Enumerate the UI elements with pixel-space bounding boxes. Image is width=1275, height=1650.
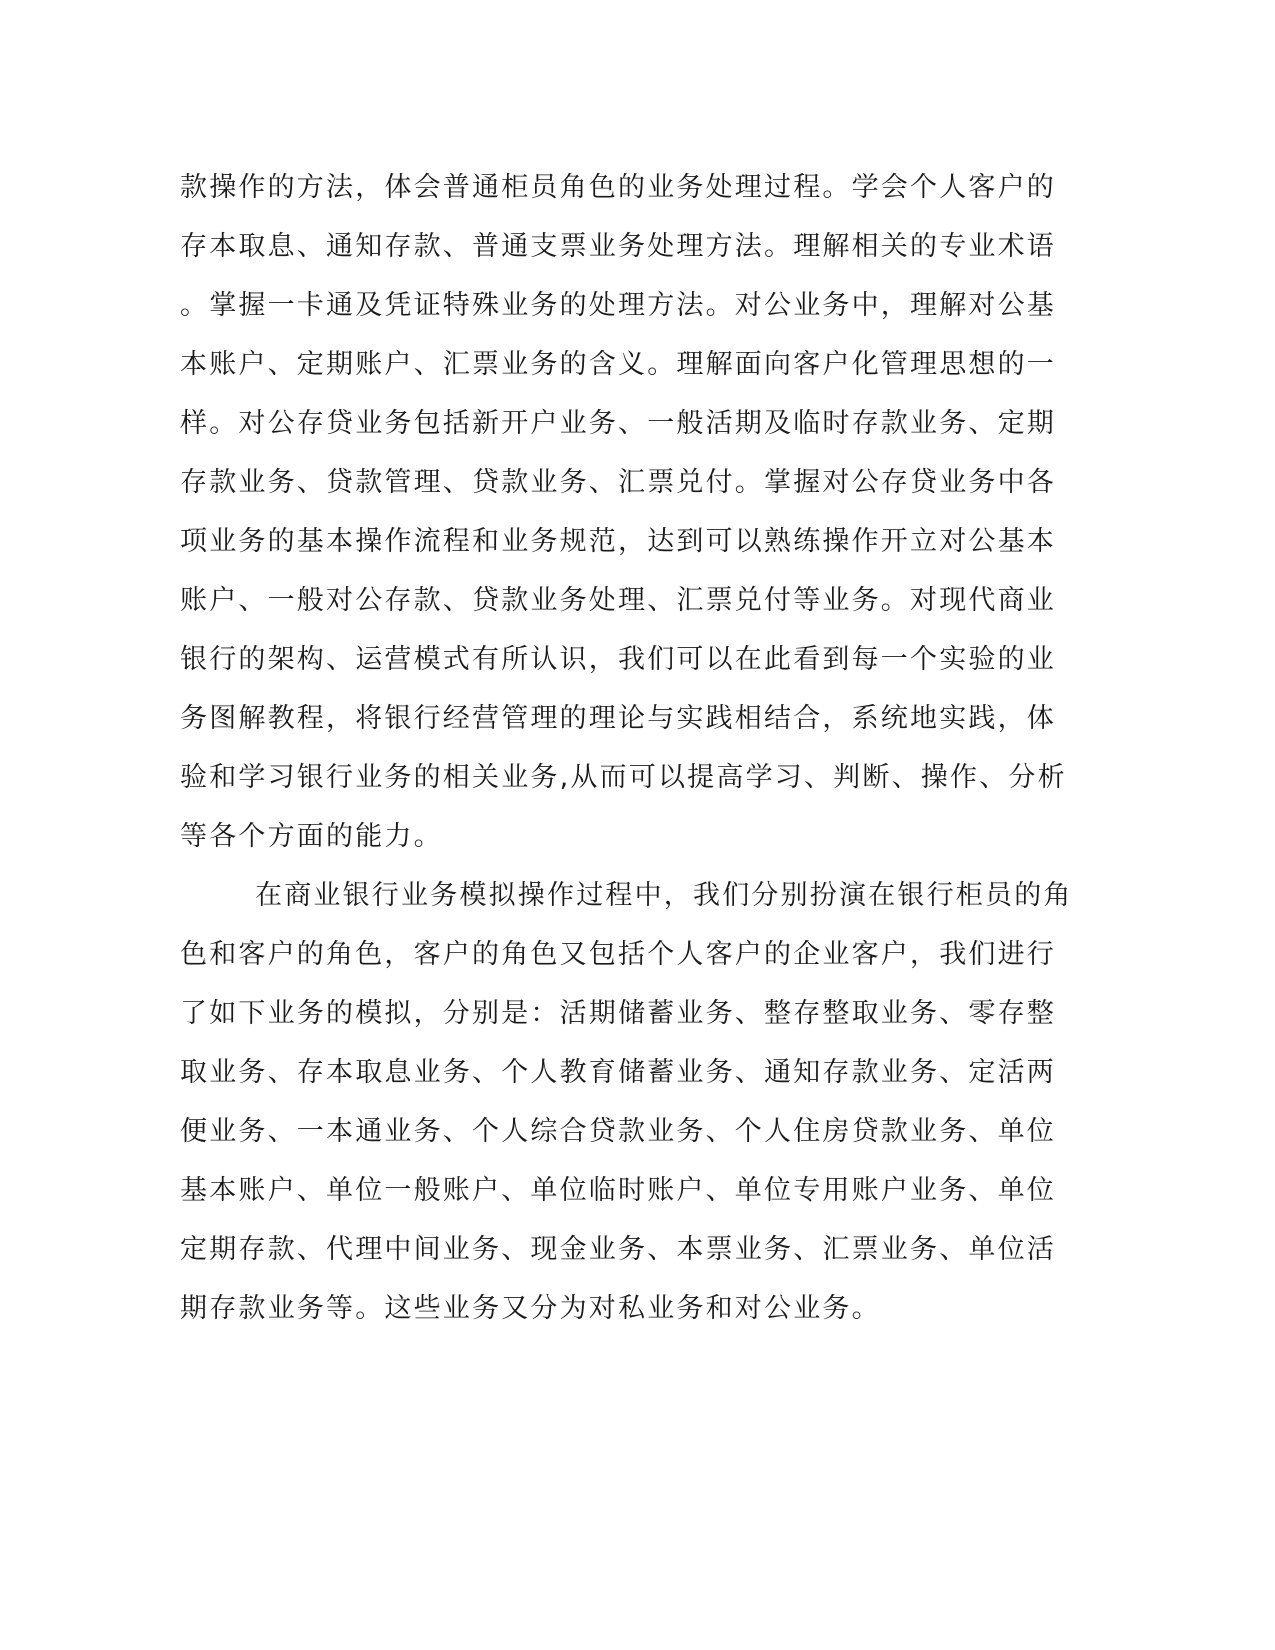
paragraph-line: 账户、一般对公存款、贷款业务处理、汇票兑付等业务。对现代商业 xyxy=(180,585,1056,616)
paragraph-line: 期存款业务等。这些业务又分为对私业务和对公业务。 xyxy=(180,1293,881,1324)
paragraph-line: 样。对公存贷业务包括新开户业务、一般活期及临时存款业务、定期 xyxy=(180,408,1056,439)
paragraph-line: 款操作的方法，体会普通柜员角色的业务处理过程。学会个人客户的 xyxy=(180,172,1056,203)
paragraph-line: 色和客户的角色，客户的角色又包括个人客户的企业客户，我们进行 xyxy=(180,939,1056,970)
paragraph-2 xyxy=(180,866,1073,1338)
paragraph-line: 存本取息、通知存款、普通支票业务处理方法。理解相关的专业术语 xyxy=(180,231,1056,262)
paragraph-1 xyxy=(180,158,1067,866)
paragraph-line: 银行的架构、运营模式有所认识，我们可以在此看到每一个实验的业 xyxy=(180,644,1056,675)
paragraph-line: 务图解教程，将银行经营管理的理论与实践相结合，系统地实践，体 xyxy=(180,703,1056,734)
paragraph-line: 存款业务、贷款管理、贷款业务、汇票兑付。掌握对公存贷业务中各 xyxy=(180,467,1056,498)
body-text xyxy=(180,158,1073,1338)
paragraph-line: 等各个方面的能力。 xyxy=(180,821,443,852)
paragraph-line: 取业务、存本取息业务、个人教育储蓄业务、通知存款业务、定活两 xyxy=(180,1057,1056,1088)
paragraph-line: 定期存款、代理中间业务、现金业务、本票业务、汇票业务、单位活 xyxy=(180,1234,1056,1265)
paragraph-line: 项业务的基本操作流程和业务规范，达到可以熟练操作开立对公基本 xyxy=(180,526,1056,557)
paragraph-line: 。掌握一卡通及凭证特殊业务的处理方法。对公业务中，理解对公基 xyxy=(180,290,1056,321)
paragraph-line: 基本账户、单位一般账户、单位临时账户、单位专用账户业务、单位 xyxy=(180,1175,1056,1206)
paragraph-line: 了如下业务的模拟，分别是：活期储蓄业务、整存整取业务、零存整 xyxy=(180,998,1056,1029)
paragraph-line: 便业务、一本通业务、个人综合贷款业务、个人住房贷款业务、单位 xyxy=(180,1116,1056,1147)
paragraph-line: 本账户、定期账户、汇票业务的含义。理解面向客户化管理思想的一 xyxy=(180,349,1056,380)
paragraph-line: 验和学习银行业务的相关业务,从而可以提高学习、判断、操作、分析 xyxy=(180,762,1067,793)
paragraph-line: 在商业银行业务模拟操作过程中，我们分别扮演在银行柜员的角 xyxy=(255,880,1073,911)
